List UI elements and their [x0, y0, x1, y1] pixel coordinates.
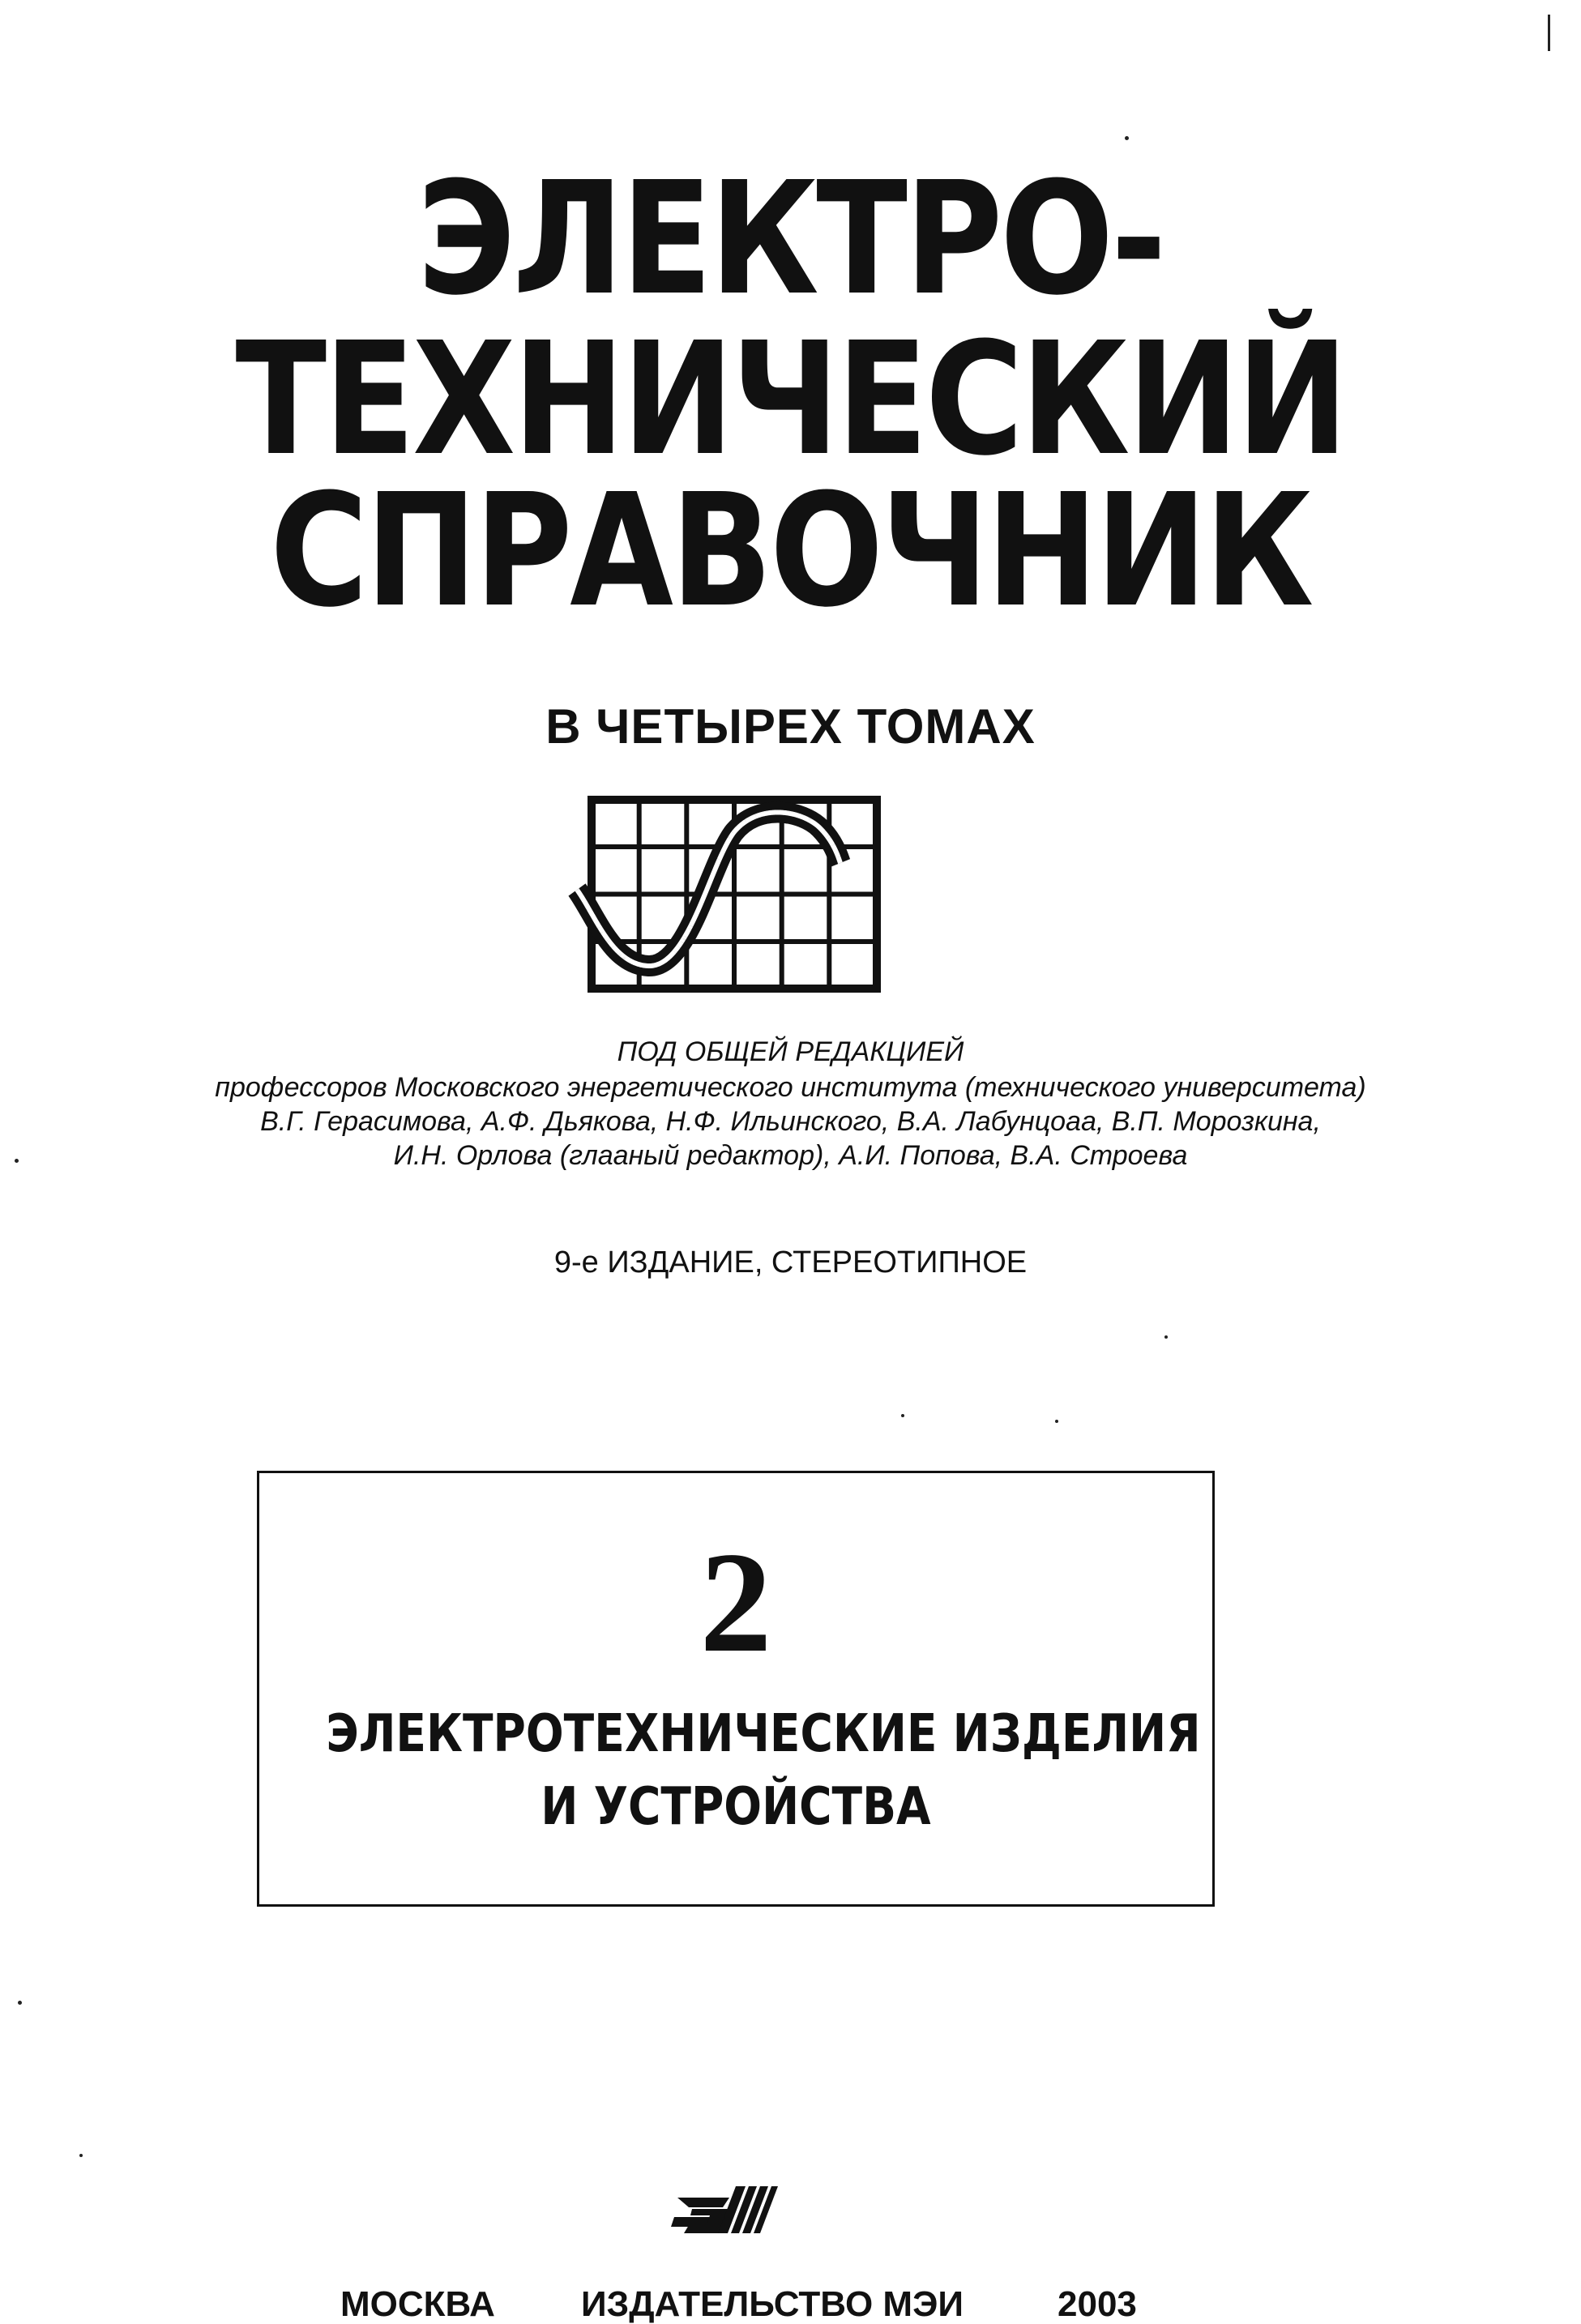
editorial-heading: ПОД ОБЩЕЙ РЕДАКЦИЕЙ: [617, 1036, 964, 1067]
scan-speck: [18, 2001, 22, 2005]
edition-note: 9-е ИЗДАНИЕ, СТЕРЕОТИПНОЕ: [553, 1245, 1028, 1279]
volume-box: [257, 1471, 1215, 1907]
footer-publisher: ИЗДАТЕЛЬСТВО МЭИ: [581, 2284, 964, 2324]
grid-sine-wave-icon: [559, 794, 908, 997]
title-line-3: СПРАВОЧНИК: [270, 461, 1311, 642]
scan-speck: [15, 1159, 19, 1163]
volume-number: 2: [699, 1522, 772, 1682]
title-line-2: ТЕХНИЧЕСКИЙ: [235, 310, 1346, 490]
footer-year: 2003: [1058, 2284, 1137, 2324]
title-line-1: ЭЛЕКТРО-: [417, 149, 1164, 330]
footer-city: МОСКВА: [340, 2284, 495, 2324]
editorial-line-3: И.Н. Орлова (глааный редактор), А.И. Попова, В.А. Строева: [393, 1140, 1188, 1171]
scan-speck: [1125, 136, 1129, 140]
editorial-line-2: В.Г. Герасимова, А.Ф. Дьякова, Н.Ф. Ильинского, В.А. Лабунцоаа, В.П. Морозкина,: [260, 1106, 1321, 1137]
scan-speck: [1164, 1335, 1168, 1339]
subtitle: В ЧЕТЫРЕХ ТОМАХ: [545, 699, 1036, 754]
scan-speck: [1055, 1420, 1058, 1423]
scan-speck: [79, 2154, 83, 2157]
editorial-line-1: профессоров Московского энергетического института (технического университета): [215, 1072, 1366, 1103]
volume-title-line-1: ЭЛЕКТРОТЕХНИЧЕСКИЕ ИЗДЕЛИЯ: [326, 1704, 1201, 1764]
scan-edge-mark: [1548, 15, 1550, 51]
mei-publisher-logo-icon: [671, 2180, 801, 2245]
volume-title-line-2: И УСТРОЙСТВА: [541, 1777, 931, 1837]
scan-speck: [901, 1414, 904, 1417]
